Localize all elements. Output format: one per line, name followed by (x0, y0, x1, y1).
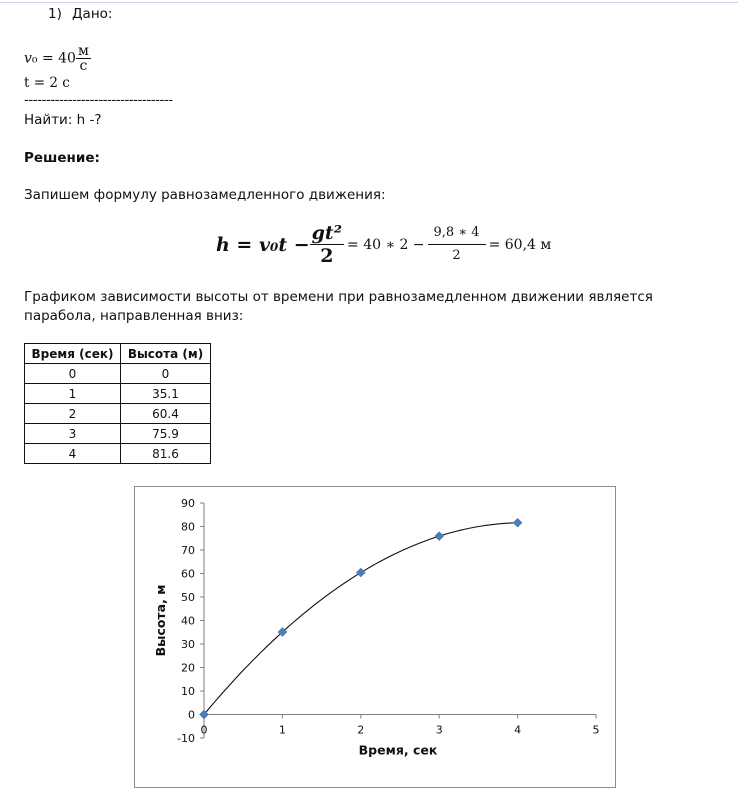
table-cell-height: 81.6 (121, 444, 211, 464)
formula-frac1-num: gt² (311, 222, 343, 244)
chart-container (134, 486, 616, 788)
data-point-diamond (513, 518, 522, 527)
y-tick-label: 60 (181, 567, 195, 581)
table-cell-time: 3 (25, 424, 121, 444)
formula-middle: = 40 ∗ 2 − (347, 236, 425, 253)
y-tick-label: 90 (181, 497, 195, 510)
data-point-diamond (356, 568, 365, 577)
table-row (25, 364, 211, 384)
x-tick-label: 2 (357, 723, 365, 737)
y-tick-label: 0 (188, 708, 195, 722)
given-heading: Дано: (72, 6, 113, 22)
y-tick-label: 20 (181, 661, 195, 675)
table-header-row (25, 344, 211, 364)
formula-fraction-numeric (428, 222, 486, 267)
separator-line: ---------------------------------- (24, 92, 173, 108)
table-cell-height: 60.4 (121, 404, 211, 424)
time-value: t = 2 с (24, 75, 70, 91)
x-axis-title: Время, сек (358, 742, 438, 758)
table-cell-time: 0 (25, 364, 121, 384)
chart-points (200, 518, 523, 719)
formula-intro: Запишем формулу равнозамедленного движения: (24, 187, 386, 203)
page-top-border (0, 2, 738, 3)
table-header-height: Высота (м) (121, 344, 211, 364)
y-tick-label: 10 (181, 685, 195, 698)
chart-trendline (204, 523, 518, 715)
table-row (25, 404, 211, 424)
chart-axes (200, 503, 596, 738)
trendline-curve (204, 523, 518, 715)
chart-labels (153, 497, 600, 758)
table-row (25, 424, 211, 444)
list-number: 1) (48, 6, 62, 22)
y-tick-label: 70 (181, 544, 195, 557)
formula-fraction-gt2 (310, 222, 344, 267)
table-row (25, 384, 211, 404)
formula-frac2-num: 9,8 ∗ 4 (428, 222, 486, 245)
height-time-chart (135, 487, 615, 787)
v0-unit-fraction (76, 44, 91, 73)
x-tick-label: 1 (278, 723, 286, 737)
y-axis-title: Высота, м (153, 584, 168, 657)
v0-unit-numerator: м (77, 43, 89, 59)
height-time-table (24, 343, 211, 464)
table-cell-height: 75.9 (121, 424, 211, 444)
v0-unit-denominator: с (79, 58, 88, 74)
y-tick-label: 80 (181, 520, 195, 534)
table-row (25, 444, 211, 464)
motion-formula (216, 222, 554, 267)
y-tick-label: 40 (181, 614, 195, 628)
formula-result: = 60,4 м (488, 236, 552, 253)
x-tick-label: 3 (435, 723, 443, 737)
table-cell-height: 0 (121, 364, 211, 384)
data-point-diamond (435, 532, 444, 541)
x-tick-label: 0 (200, 723, 208, 737)
initial-velocity (24, 44, 91, 73)
x-tick-label: 5 (592, 723, 600, 737)
table-header-time: Время (сек) (25, 344, 121, 364)
formula-frac2-den: 2 (452, 248, 461, 263)
find-statement: Найти: h -? (24, 112, 102, 128)
formula-lhs: h = v₀t − (216, 233, 310, 256)
y-tick-label: 50 (181, 591, 195, 604)
solution-label: Решение: (24, 150, 100, 166)
graph-description: Графиком зависимости высоты от времени при равнозамедленном движении является парабола, направленная вниз: (24, 289, 653, 324)
table-cell-time: 2 (25, 404, 121, 424)
table-cell-time: 4 (25, 444, 121, 464)
y-tick-label: -10 (177, 732, 195, 745)
x-tick-label: 4 (514, 723, 522, 737)
table-cell-time: 1 (25, 384, 121, 404)
v0-expression: 𝑣₀ = 40 (24, 50, 76, 67)
formula-frac1-den: 2 (320, 245, 334, 267)
table-cell-height: 35.1 (121, 384, 211, 404)
y-tick-label: 30 (181, 638, 195, 651)
